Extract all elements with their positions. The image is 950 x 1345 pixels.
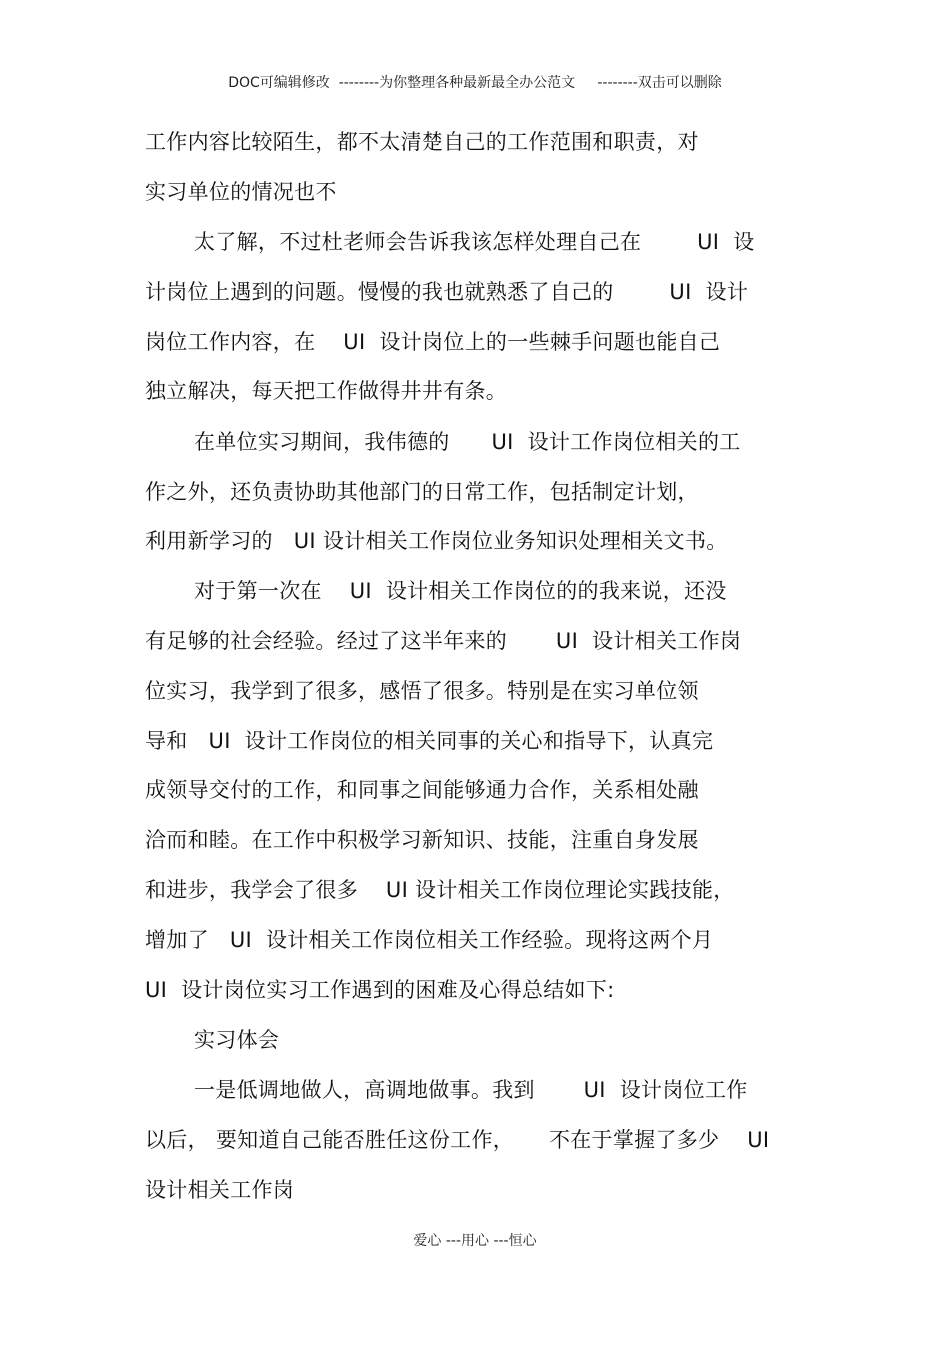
text-line: 太了解，不过杜老师会告诉我该怎样处理自己在 UI 设: [194, 230, 755, 254]
text-line: 一是低调地做人，高调地做事。我到 UI 设计岗位工作: [194, 1078, 748, 1102]
text-line: 实习单位的情况也不: [145, 180, 337, 204]
text-line: 岗位工作内容，在 UI 设计岗位上的一些棘手问题也能自己: [145, 330, 721, 354]
text-line: 成领导交付的工作，和同事之间能够通力合作，关系相处融: [145, 778, 699, 802]
page-footer: 爱心 ---用心 ---恒心: [413, 1233, 537, 1249]
text-line: 独立解决，每天把工作做得井井有条。: [145, 379, 508, 403]
text-line: UI 设计岗位实习工作遇到的困难及心得总结如下:: [145, 978, 615, 1002]
page-header: DOC可编辑修改 --------为你整理各种最新最全办公范文 --------双击可以删除: [228, 75, 722, 91]
text-line: 导和 UI 设计工作岗位的相关同事的关心和指导下，认真完: [145, 729, 714, 753]
text-line: 对于第一次在 UI 设计相关工作岗位的的我来说，还没: [194, 579, 727, 603]
text-line: 位实习，我学到了很多，感悟了很多。特别是在实习单位领: [145, 679, 699, 703]
text-line: 设计相关工作岗: [145, 1178, 295, 1202]
text-line: 工作内容比较陌生，都不太清楚自己的工作范围和职责，对: [145, 130, 699, 154]
text-line: 有足够的社会经验。经过了这半年来的 UI 设计相关工作岗: [145, 629, 742, 653]
text-line: 在单位实习期间，我伟德的 UI 设计工作岗位相关的工: [194, 430, 741, 454]
section-heading: 实习体会: [194, 1028, 280, 1052]
text-line: 利用新学习的 UI 设计相关工作岗位业务知识处理相关文书。: [145, 529, 728, 553]
text-line: 作之外，还负责协助其他部门的日常工作，包括制定计划，: [145, 480, 699, 504]
text-line: 洽而和睦。在工作中积极学习新知识、技能，注重自身发展: [145, 828, 699, 852]
text-line: 增加了 UI 设计相关工作岗位相关工作经验。现将这两个月: [145, 928, 714, 952]
text-line: 和进步，我学会了很多 UI 设计相关工作岗位理论实践技能，: [145, 878, 735, 902]
text-line: 以后， 要知道自己能否胜任这份工作， 不在于掌握了多少 UI: [145, 1128, 770, 1152]
text-line: 计岗位上遇到的问题。慢慢的我也就熟悉了自己的 UI 设计: [145, 280, 749, 304]
